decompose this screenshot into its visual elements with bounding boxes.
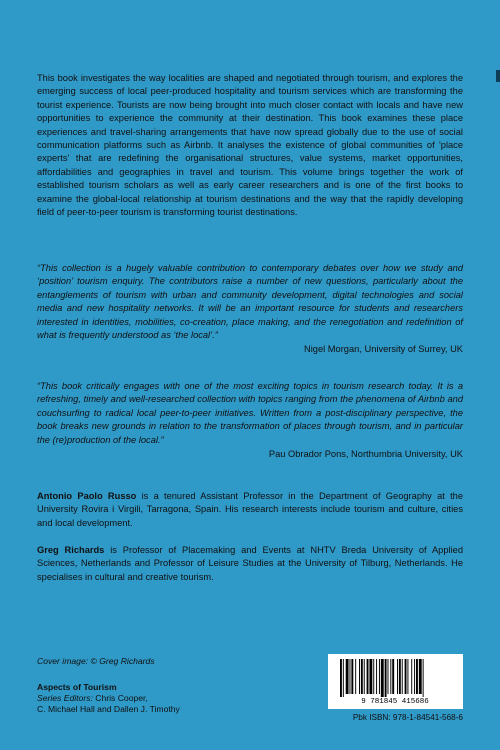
review-quote-text: “This collection is a hugely valuable contribution to contemporary debates over how we study and ‘position’ tourism enquiry. The contributors raise a number of new questions, particularly about the entanglements of tourism with urban and community development, digital technologies and social media and new hospitality networks. It will be an important resource for students and researchers interested in identities, mobilities, co-creation, place making, and the renegotiation and redefinition of what is frequently understood as ‘the local’.” — [37, 263, 463, 341]
cover-image-credit: Cover image: © Greg Richards — [37, 656, 155, 666]
barcode-bar — [350, 659, 351, 694]
author-name: Antonio Paolo Russo — [37, 491, 137, 501]
series-info — [37, 682, 180, 715]
author-bio-text: is a tenured Assistant Professor in the Department of Geography at the University Rovira i Virgili, Tarragona, Spain. His research interests include tourism and culture, cities and local development. — [37, 491, 463, 528]
series-editors-line1: Chris Cooper, — [92, 693, 148, 703]
barcode-bar — [376, 659, 377, 694]
series-editors-line2: C. Michael Hall and Dallen J. Timothy — [37, 704, 180, 714]
edge-marker — [496, 70, 500, 82]
barcode-bar — [414, 659, 415, 694]
barcode-bar — [373, 659, 374, 694]
barcode-bar — [390, 659, 391, 694]
barcode-bar — [411, 659, 412, 694]
barcode-bar — [392, 659, 394, 694]
review-quote-2 — [37, 380, 463, 461]
barcode-bar — [355, 659, 356, 694]
barcode-bar — [364, 659, 365, 694]
barcode-bar — [407, 659, 408, 694]
book-description: This book investigates the way localities are shaped and negotiated through tourism, and explores the emerging success of local peer-produced hospitality and tourism services which are transforming the tourist experience. Tourists are now being brought into much closer contact with locals and have new opportunities to experience the community at their destination. This book examines these place experiences and travel-sharing arrangements that have now spread globally due to the use of social communication platforms such as Airbnb. It analyses the existence of global communities of 'place experts' that are redefining the organisational structures, value systems, market opportunities, affordabilities and geographies in travel and tourism. This volume brings together the work of established tourism scholars as well as early career researchers and is one of the first books to examine the global-local relationship at tourism destinations and the way that the rapidly developing field of peer-to-peer tourism is transforming tourist destinations. — [37, 73, 463, 218]
barcode — [328, 654, 463, 709]
review-quote-1 — [37, 262, 463, 357]
barcode-bar — [343, 659, 344, 697]
barcode-bar — [369, 659, 372, 694]
barcode-bar — [385, 659, 387, 697]
author-bio-richards — [37, 544, 463, 584]
barcode-bar — [351, 659, 353, 694]
author-bio-text: is Professor of Placemaking and Events at NHTV Breda University of Applied Sciences, Netherlands and Professor of Leisure Studies at the University of Tilburg, Netherlands. He specialises in cultural and creative tourism. — [37, 545, 463, 582]
series-editors-label: Series Editors: — [37, 693, 93, 703]
barcode-bar — [419, 659, 422, 694]
barcode-bar — [359, 659, 360, 694]
barcode-bar — [405, 659, 407, 694]
review-attribution: Nigel Morgan, University of Surrey, UK — [304, 344, 463, 355]
series-name: Aspects of Tourism — [37, 682, 117, 692]
barcode-bar — [379, 659, 380, 694]
barcode-bar — [416, 659, 418, 694]
author-name: Greg Richards — [37, 545, 105, 555]
barcode-digits: 9 781845 415686 — [361, 698, 429, 705]
review-quote-text: “This book critically engages with one of the most exciting topics in tourism research today. It is a refreshing, timely and well-researched collection with topics ranging from the phenomena of Airbnb and couchsurfing to radical local peer-to-peer initiatives. Written from a post-disciplinary perspective, the book breaks new grounds in relation to the transformation of places through tourism, and in particular the (re)production of the local.” — [37, 381, 463, 445]
barcode-bar — [346, 659, 349, 694]
barcode-bar — [340, 659, 342, 697]
barcode-bar — [399, 659, 401, 694]
barcode-bar — [397, 659, 398, 694]
barcode-bar — [381, 659, 384, 697]
barcode-bar — [361, 659, 363, 694]
barcode-bar — [402, 659, 403, 694]
barcode-bar — [388, 659, 389, 694]
barcode-bar — [423, 659, 424, 697]
author-bio-russo — [37, 490, 463, 530]
review-attribution: Pau Obrador Pons, Northumbria University, UK — [268, 449, 463, 460]
barcode-bar — [367, 659, 369, 694]
isbn: Pbk ISBN: 978-1-84541-568-6 — [352, 713, 463, 722]
barcode-graphic — [332, 658, 459, 705]
